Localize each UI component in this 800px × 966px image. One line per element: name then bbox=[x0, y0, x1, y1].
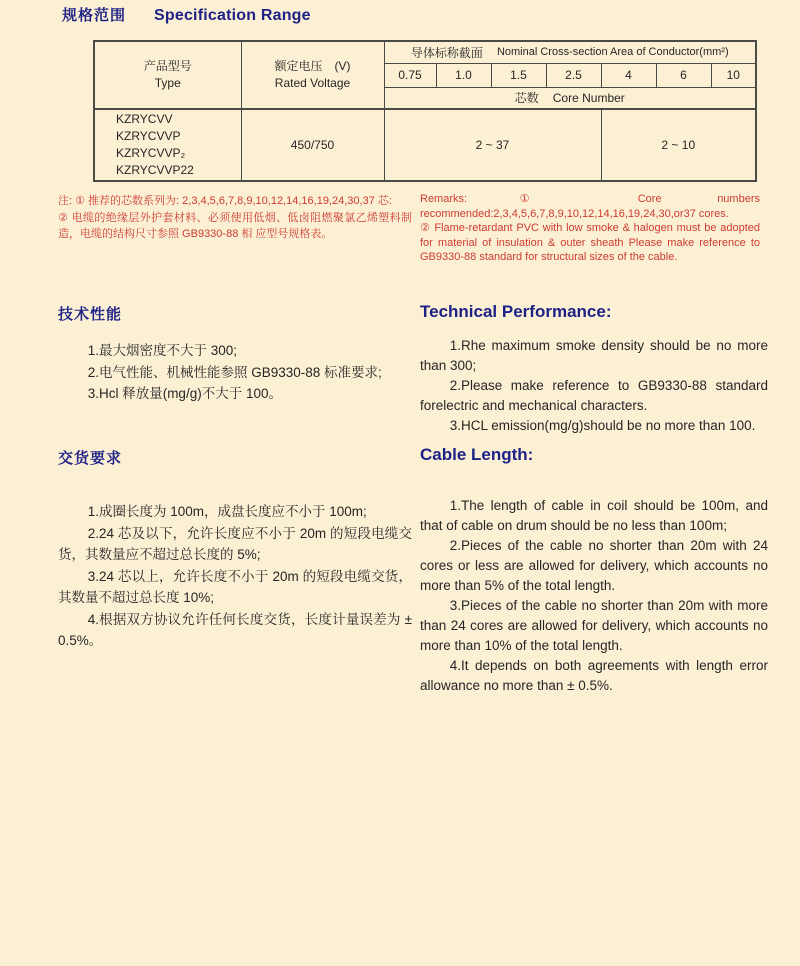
remarks-en bbox=[420, 192, 760, 265]
core-range-small-sections-cell: 2 ~ 37 bbox=[384, 109, 601, 181]
product-type: KZRYCVV bbox=[116, 112, 173, 126]
size-cell: 4 bbox=[601, 63, 656, 87]
technical-item-zh: 1.最大烟密度不大于 300; bbox=[87, 343, 237, 358]
page-title-zh: 规格范围 bbox=[62, 7, 127, 24]
delivery-items-zh bbox=[58, 501, 412, 652]
technical-items-zh bbox=[58, 340, 412, 405]
remarks-zh bbox=[58, 193, 412, 243]
col-header-type-zh: 产品型号 bbox=[143, 59, 192, 73]
delivery-item-en: 2.Pieces of the cable no shorter than 20m with 24 cores or less are allowed for delivery, which accounts no more than 5% of the total length. bbox=[420, 538, 768, 593]
table-row bbox=[94, 109, 756, 181]
delivery-item-zh: 4.根据双方协议允许任何长度交货，长度计量误差为 ± 0.5%。 bbox=[58, 611, 412, 648]
col-header-conductor-zh: 导体标称截面 bbox=[410, 45, 483, 60]
delivery-item-zh: 3.24 芯以上，允许长度不小于 20m 的短段电缆交货，其数量不超过总长度 10%; bbox=[58, 568, 412, 605]
delivery-heading-en: Cable Length: bbox=[420, 445, 534, 464]
size-cell: 1.0 bbox=[436, 63, 491, 87]
rated-voltage-cell: 450/750 bbox=[241, 109, 384, 181]
delivery-item-zh: 1.成圈长度为 100m，成盘长度应不小于 100m; bbox=[87, 504, 367, 519]
delivery-item-zh: 2.24 芯及以下，允许长度应不小于 20m 的短段电缆交货，其数量应不超过总长度的 5%; bbox=[58, 525, 412, 562]
remark-zh-line: ② 电缆的绝缘层外护套材料、必须使用低烟、低卤阻燃聚氯乙烯塑料制造，电缆的结构尺寸参照 GB9330-88 相 应型号规格表。 bbox=[58, 211, 412, 240]
col-header-conductor bbox=[384, 41, 756, 63]
page-title bbox=[62, 4, 311, 25]
delivery-heading-zh: 交货要求 bbox=[58, 450, 123, 467]
technical-items-en bbox=[420, 336, 768, 436]
technical-item-en: 3.HCL emission(mg/g)should be no more than 100. bbox=[449, 418, 756, 433]
product-type: KZRYCVVP bbox=[116, 129, 181, 143]
product-type: KZRYCVVP22 bbox=[116, 163, 194, 177]
technical-heading-en: Technical Performance: bbox=[420, 302, 612, 321]
col-header-conductor-en: Nominal Cross-section Area of Conductor(mm²) bbox=[496, 46, 729, 59]
specification-table bbox=[93, 40, 757, 182]
product-type: KZRYCVVP₂ bbox=[116, 146, 186, 160]
technical-item-zh: 2.电气性能、机械性能参照 GB9330-88 标准要求; bbox=[87, 364, 382, 380]
size-cell: 2.5 bbox=[546, 63, 601, 87]
technical-item-en: 1.Rhe maximum smoke density should be no more than 300; bbox=[420, 338, 768, 373]
remark-zh-line: 注: ① 推荐的芯数系列为: 2,3,4,5,6,7,8,9,10,12,14,16,19,24,30,37 芯: bbox=[58, 195, 392, 207]
technical-item-zh: 3.Hcl 释放量(mg/g)不大于 100。 bbox=[87, 386, 282, 401]
delivery-item-en: 1.The length of cable in coil should be 100m, and that of cable on drum should be no less than 100m; bbox=[420, 498, 768, 533]
col-header-type-en: Type bbox=[154, 76, 181, 90]
col-header-voltage-zh: 额定电压 (V) bbox=[274, 59, 351, 73]
col-header-voltage bbox=[241, 41, 384, 109]
remark-en-line: Remarks:① Core numbers recommended:2,3,4,5,6,7,8,9,10,12,14,16,19,24,30,or37 cores. bbox=[420, 193, 760, 220]
core-range-large-sections-cell: 2 ~ 10 bbox=[601, 109, 756, 181]
size-cell: 6 bbox=[656, 63, 711, 87]
core-number-zh: 芯数 bbox=[514, 91, 539, 106]
size-cell: 0.75 bbox=[384, 63, 436, 87]
delivery-item-en: 4.It depends on both agreements with length error allowance no more than ± 0.5%. bbox=[420, 658, 768, 693]
core-number-header bbox=[384, 87, 756, 109]
size-cell: 10 bbox=[711, 63, 756, 87]
col-header-voltage-en: Rated Voltage bbox=[274, 76, 351, 90]
product-types-cell bbox=[94, 109, 241, 181]
size-cell: 1.5 bbox=[491, 63, 546, 87]
core-number-en: Core Number bbox=[552, 90, 625, 105]
technical-item-en: 2.Please make reference to GB9330-88 standard forelectric and mechanical characters. bbox=[420, 378, 768, 413]
delivery-item-en: 3.Pieces of the cable no shorter than 20m with more than 24 cores are allowed for delivery, which accounts no more than 10% of the total length. bbox=[420, 598, 768, 653]
delivery-items-en bbox=[420, 496, 768, 696]
remark-en-line: ② Flame-retardant PVC with low smoke & halogen must be adopted for material of insulation & outer sheath Please make reference to GB9330-88 standard for structural sizes of the cable. bbox=[420, 222, 760, 263]
col-header-type bbox=[94, 41, 241, 109]
page-title-en: Specification Range bbox=[154, 7, 311, 24]
technical-heading-zh: 技术性能 bbox=[58, 306, 123, 323]
